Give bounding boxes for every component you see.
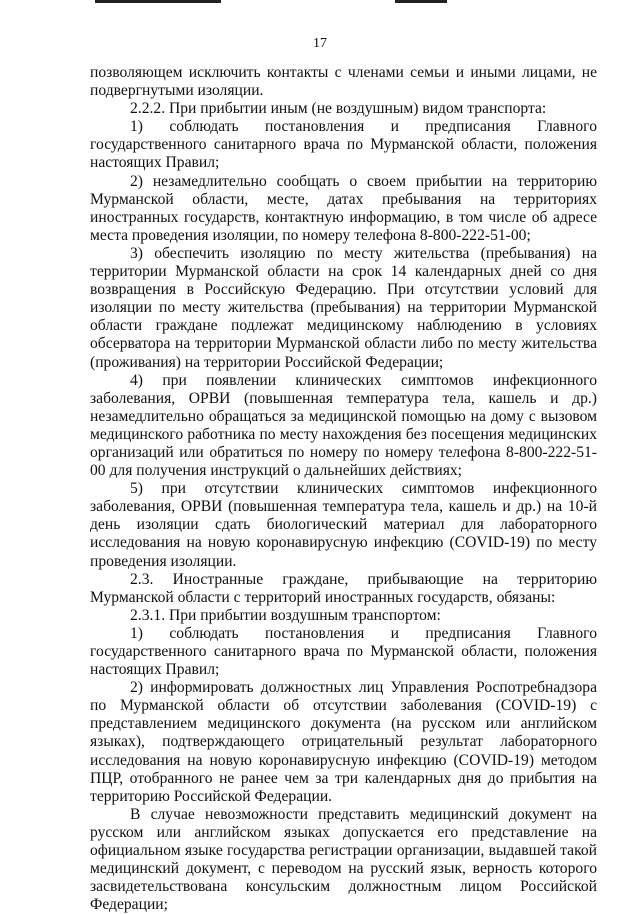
top-edge-mark xyxy=(395,0,447,3)
paragraph: 2.3. Иностранные граждане, прибывающие на территорию Мурманской области с территорий иностранных государств, обязаны: xyxy=(90,570,597,606)
paragraph: 1) соблюдать постановления и предписания Главного государственного санитарного врача по Мурманской области, положения настоящих Правил; xyxy=(90,118,597,172)
top-edge-mark xyxy=(95,0,221,3)
paragraph: 2.3.1. При прибытии воздушным транспортом: xyxy=(130,606,441,624)
paragraph: 3) обеспечить изоляцию по месту жительства (пребывания) на территории Мурманской области на срок 14 календарных дней со дня возвращения в Российскую Федерацию. При отсутствии условий для изоляции по месту жительства (пребывания) на территории Мурманской области граждане подлежат медицинскому наблюдению в условиях обсерватора на территории Мурманской области либо по месту жительства (проживания) на территории Российской Федерации; xyxy=(90,244,597,371)
page-number: 17 xyxy=(313,36,327,51)
paragraph: 2) незамедлительно сообщать о своем прибытии на территорию Мурманской области, месте, датах пребывания на территориях иностранных государств, контактную информацию, в том числе об адресе места проведения изоляции, по номеру телефона 8-800-222-51-00; xyxy=(90,172,597,244)
paragraph: 4) при появлении клинических симптомов инфекционного заболевания, ОРВИ (повышенная температура тела, кашель и др.) незамедлительно обращаться за медицинской помощью на дому с вызовом медицинского работника по месту нахождения без посещения медицинских организаций или обратиться по номеру по номеру телефона 8-800-222-51-00 для получения инструкций о дальнейших действиях; xyxy=(90,371,597,480)
document-body xyxy=(90,64,597,914)
paragraph: 5) при отсутствии клинических симптомов инфекционного заболевания, ОРВИ (повышенная температура тела, кашель и др.) на 10-й день изоляции сдать биологический материал для лабораторного исследования на новую коронавирусную инфекцию (COVID-19) по месту проведения изоляции. xyxy=(90,480,597,570)
paragraph: 2.2.2. При прибытии иным (не воздушным) видом транспорта: xyxy=(130,100,547,118)
paragraph: В случае невозможности представить медицинский документ на русском или английском языках допускается его представление на официальном языке государства регистрации организации, выдавшей такой медицинский документ, с переводом на русский язык, верность которого засвидетельствована консульским должностным лицом Российской Федерации; xyxy=(90,805,597,914)
paragraph: 1) соблюдать постановления и предписания Главного государственного санитарного врача по Мурманской области, положения настоящих Правил; xyxy=(90,624,597,679)
paragraph: позволяющем исключить контакты с членами семьи и иными лицами, не подвергнутыми изоляции. xyxy=(90,64,597,100)
paragraph: 2) информировать должностных лиц Управления Роспотребнадзора по Мурманской области об отсутствии заболевания (COVID-19) с представлением медицинского документа (на русском или английском языках), подтверждающего отрицательный результат лабораторного исследования на новую коронавирусную инфекцию (COVID-19) методом ПЦР, отобранного не ранее чем за три календарных дня до прибытия на территорию Российской Федерации. xyxy=(90,679,597,805)
